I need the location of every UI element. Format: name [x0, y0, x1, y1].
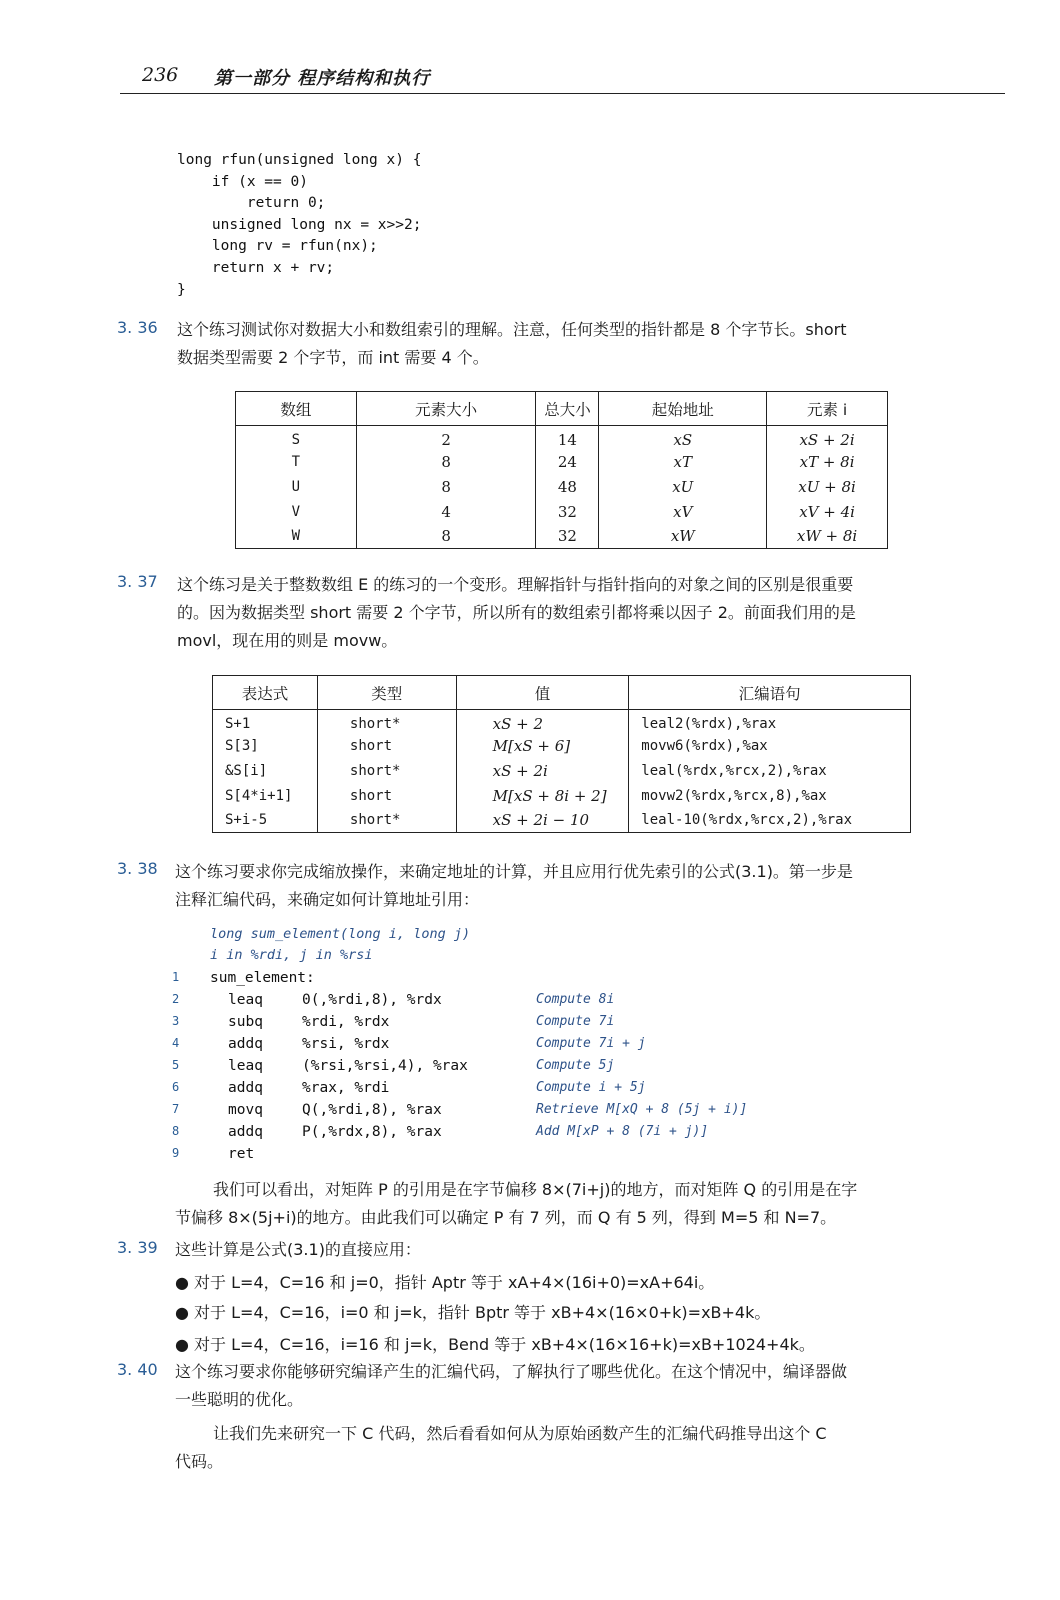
- text-line: 这个练习测试你对数据大小和数组索引的理解。注意，任何类型的指针都是 8 个字节长。short: [177, 320, 847, 339]
- page-header: [120, 60, 1005, 94]
- table-cell: 8: [356, 524, 536, 549]
- table-cell: S: [236, 426, 357, 451]
- table-cell: xT: [599, 450, 767, 475]
- table-cell: 32: [536, 499, 599, 524]
- asm-operands: Q(,%rdi,8), %rax: [302, 1102, 442, 1118]
- table-cell: xS: [599, 426, 767, 451]
- asm-opcode: addq: [228, 1080, 263, 1096]
- asm-comment: Compute i + 5j: [536, 1080, 646, 1095]
- text-line: 这个练习要求你完成缩放操作，来确定地址的计算，并且应用行优先索引的公式(3.1)。第一步是: [175, 862, 853, 881]
- line-number: 6: [172, 1080, 180, 1094]
- text-line: movl，现在用的则是 movw。: [177, 631, 398, 650]
- text-line: 一些聪明的优化。: [175, 1390, 304, 1409]
- asm-comment: Compute 5j: [536, 1058, 615, 1073]
- answer-336-text: [177, 316, 846, 372]
- answer-338-text: [175, 858, 853, 914]
- table-cell: short*: [317, 710, 456, 735]
- line-number: 3: [172, 1014, 180, 1028]
- table-row: [236, 524, 888, 549]
- asm-opcode: subq: [228, 1014, 263, 1030]
- text-line: 让我们先来研究一下 C 代码，然后看看如何从为原始函数产生的汇编代码推导出这个 C: [213, 1424, 827, 1443]
- question-number-338: 3. 38: [117, 859, 158, 878]
- table-row: [213, 783, 911, 808]
- line-number: 2: [172, 992, 180, 1006]
- text-line: 的。因为数据类型 short 需要 2 个字节，所以所有的数组索引都将乘以因子 2。前面我们用的是: [177, 603, 856, 622]
- table-cell: short*: [317, 808, 456, 833]
- asm-operands: %rsi, %rdx: [302, 1036, 390, 1052]
- answer-340-text: [175, 1358, 847, 1414]
- table-cell: T: [236, 450, 357, 475]
- table-cell: 32: [536, 524, 599, 549]
- table-header: 表达式: [213, 676, 318, 710]
- table-cell: 4: [356, 499, 536, 524]
- question-number-339: 3. 39: [117, 1238, 158, 1257]
- table-cell: xW: [599, 524, 767, 549]
- page-number: 236: [142, 64, 179, 86]
- table-header: 类型: [317, 676, 456, 710]
- table-cell: 24: [536, 450, 599, 475]
- table-cell: M[xS + 8i + 2]: [456, 783, 629, 808]
- table-cell: S+1: [213, 710, 318, 735]
- table-cell: xT + 8i: [767, 450, 888, 475]
- line-number: 9: [172, 1146, 180, 1160]
- asm-comment: Compute 8i: [536, 992, 615, 1007]
- table-row: [236, 450, 888, 475]
- table-cell: movw6(%rdx),%ax: [629, 734, 911, 759]
- text-line: 节偏移 8×(5j+i)的地方。由此我们可以确定 P 有 7 列，而 Q 有 5 列，得到 M=5 和 N=7。: [175, 1208, 837, 1227]
- table-cell: V: [236, 499, 357, 524]
- table-cell: xS + 2i − 10: [456, 808, 629, 833]
- table-row: [213, 710, 911, 735]
- table-row: [213, 734, 911, 759]
- line-number: 5: [172, 1058, 180, 1072]
- line-number: 8: [172, 1124, 180, 1138]
- answer-338-explanation: [175, 1176, 857, 1232]
- table-header: 起始地址: [599, 392, 767, 426]
- asm-opcode: addq: [228, 1036, 263, 1052]
- text-line: 这个练习要求你能够研究编译产生的汇编代码，了解执行了哪些优化。在这个情况中，编译器做: [175, 1362, 848, 1381]
- text-line: 注释汇编代码，来确定如何计算地址引用：: [175, 890, 480, 909]
- table-header: 元素大小: [356, 392, 536, 426]
- line-number: 7: [172, 1102, 180, 1116]
- answer-339-intro: 这些计算是公式(3.1)的直接应用：: [175, 1240, 421, 1259]
- asm-operands: 0(,%rdi,8), %rdx: [302, 992, 442, 1008]
- table-cell: 48: [536, 475, 599, 500]
- asm-comment: Retrieve M[xQ + 8 (5j + i)]: [536, 1102, 748, 1117]
- asm-operands: (%rsi,%rsi,4), %rax: [302, 1058, 468, 1074]
- question-number-340: 3. 40: [117, 1360, 158, 1379]
- table-cell: S[3]: [213, 734, 318, 759]
- table-header: 数组: [236, 392, 357, 426]
- asm-operands: %rdi, %rdx: [302, 1014, 390, 1030]
- table-cell: xU: [599, 475, 767, 500]
- text-line: 代码。: [175, 1452, 224, 1471]
- rfun-code-block: long rfun(unsigned long x) { if (x == 0) return 0; unsigned long nx = x>>2; long rv = rfun(nx); return x + rv; }: [177, 152, 422, 298]
- asm-opcode: movq: [228, 1102, 263, 1118]
- list-item: ● 对于 L=4，C=16，i=16 和 j=k，Bend 等于 xB+4×(16×16+k)=xB+1024+4k。: [175, 1335, 815, 1354]
- table-cell: xV + 4i: [767, 499, 888, 524]
- answer-337-text: [177, 571, 856, 655]
- array-size-table: [235, 391, 888, 549]
- table-header: 汇编语句: [629, 676, 911, 710]
- answer-340-followup: [175, 1420, 827, 1476]
- list-item: ● 对于 L=4，C=16，i=0 和 j=k，指针 Bptr 等于 xB+4×(16×0+k)=xB+4k。: [175, 1303, 771, 1322]
- asm-opcode: addq: [228, 1124, 263, 1140]
- table-cell: 2: [356, 426, 536, 451]
- asm-comment: Add M[xP + 8 (7i + j)]: [536, 1124, 709, 1139]
- table-cell: W: [236, 524, 357, 549]
- table-header: 总大小: [536, 392, 599, 426]
- function-signature-comment: long sum_element(long i, long j): [210, 926, 471, 942]
- table-cell: leal-10(%rdx,%rcx,2),%rax: [629, 808, 911, 833]
- text-line: 数据类型需要 2 个字节，而 int 需要 4 个。: [177, 348, 489, 367]
- table-row: [213, 759, 911, 784]
- table-cell: S[4*i+1]: [213, 783, 318, 808]
- expression-table: [212, 675, 911, 833]
- table-cell: leal2(%rdx),%rax: [629, 710, 911, 735]
- table-header: 值: [456, 676, 629, 710]
- table-cell: &S[i]: [213, 759, 318, 784]
- question-number-337: 3. 37: [117, 572, 158, 591]
- table-cell: U: [236, 475, 357, 500]
- text-line: 这个练习是关于整数数组 E 的练习的一个变形。理解指针与指针指向的对象之间的区别是很重要: [177, 575, 854, 594]
- table-row: [236, 499, 888, 524]
- table-cell: 14: [536, 426, 599, 451]
- table-cell: M[xS + 6]: [456, 734, 629, 759]
- asm-label: sum_element:: [210, 970, 315, 986]
- line-number: 4: [172, 1036, 180, 1050]
- asm-opcode: leaq: [228, 1058, 263, 1074]
- question-number-336: 3. 36: [117, 318, 158, 337]
- text-line: 我们可以看出，对矩阵 P 的引用是在字节偏移 8×(7i+j)的地方，而对矩阵 Q 的引用是在字: [213, 1180, 858, 1199]
- table-cell: xV: [599, 499, 767, 524]
- asm-opcode: leaq: [228, 992, 263, 1008]
- table-cell: short: [317, 734, 456, 759]
- table-cell: 8: [356, 450, 536, 475]
- table-row: [236, 475, 888, 500]
- asm-opcode: ret: [228, 1146, 255, 1162]
- table-cell: xS + 2i: [456, 759, 629, 784]
- list-item: ● 对于 L=4，C=16 和 j=0，指针 Aptr 等于 xA+4×(16i+0)=xA+64i。: [175, 1273, 715, 1292]
- table-cell: S+i-5: [213, 808, 318, 833]
- table-cell: xU + 8i: [767, 475, 888, 500]
- asm-comment: Compute 7i: [536, 1014, 615, 1029]
- asm-operands: P(,%rdx,8), %rax: [302, 1124, 442, 1140]
- table-header: 元素 i: [767, 392, 888, 426]
- table-cell: xW + 8i: [767, 524, 888, 549]
- line-number: 1: [172, 970, 180, 984]
- asm-comment: Compute 7i + j: [536, 1036, 646, 1051]
- register-comment: i in %rdi, j in %rsi: [210, 947, 373, 963]
- table-cell: leal(%rdx,%rcx,2),%rax: [629, 759, 911, 784]
- table-cell: xS + 2i: [767, 426, 888, 451]
- table-cell: xS + 2: [456, 710, 629, 735]
- table-cell: 8: [356, 475, 536, 500]
- table-row: [213, 808, 911, 833]
- table-cell: short*: [317, 759, 456, 784]
- asm-operands: %rax, %rdi: [302, 1080, 390, 1096]
- table-cell: movw2(%rdx,%rcx,8),%ax: [629, 783, 911, 808]
- table-row: [236, 426, 888, 451]
- table-cell: short: [317, 783, 456, 808]
- chapter-title: 第一部分 程序结构和执行: [214, 68, 431, 89]
